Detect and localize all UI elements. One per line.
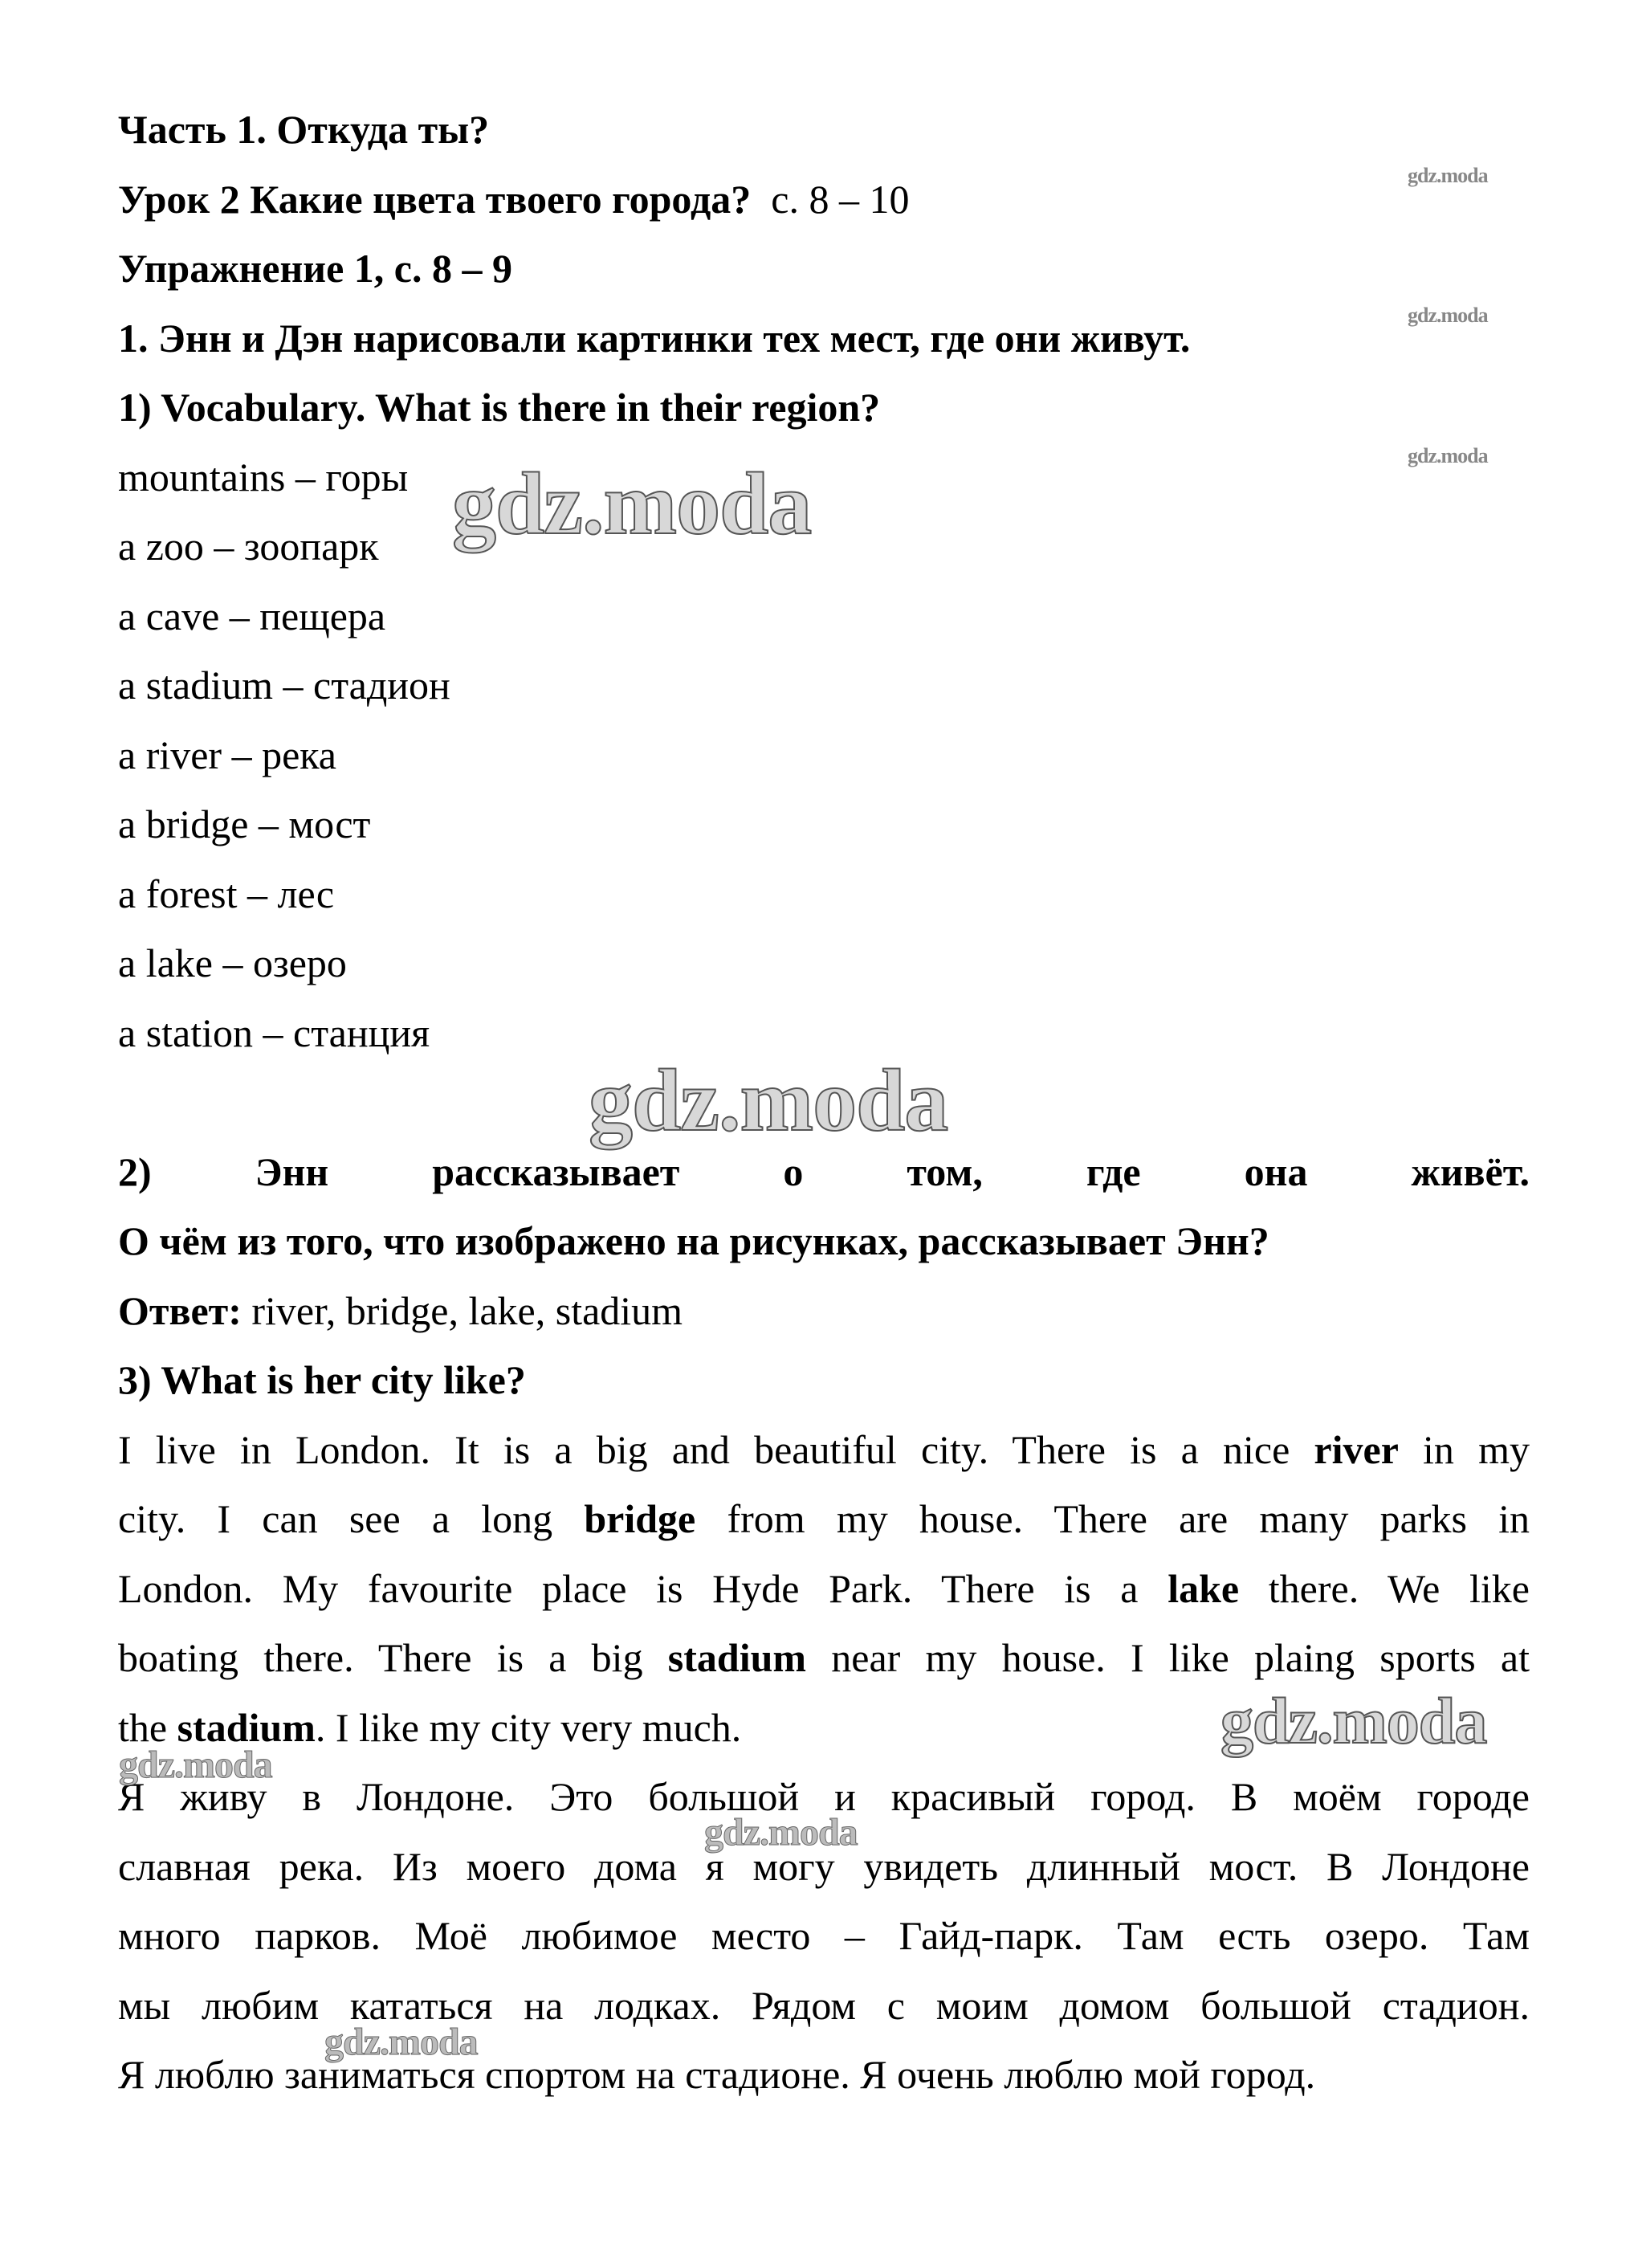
answer-text: river, bridge, lake, stadium xyxy=(241,1287,683,1333)
watermark-large: gdz.moda xyxy=(452,455,812,553)
text-segment: near my house. I like plaing sports at xyxy=(806,1635,1530,1680)
question-word: 2) xyxy=(118,1148,152,1194)
vocab-item: a forest – лес xyxy=(118,871,335,916)
lesson-title: Урок 2 Какие цвета твоего города? xyxy=(118,176,752,222)
vocab-item: a cave – пещера xyxy=(118,593,386,638)
text-segment: the xyxy=(118,1704,177,1750)
highlighted-word: river xyxy=(1314,1426,1399,1472)
vocab-item: a river – река xyxy=(118,732,336,777)
text-segment: I live in London. It is a big and beautiful city. There is a nice xyxy=(118,1426,1314,1472)
question-word: рассказывает xyxy=(432,1148,680,1194)
answer-line xyxy=(118,1276,1530,1346)
english-line xyxy=(118,1554,1530,1624)
text-segment: in my xyxy=(1398,1426,1530,1472)
question-word: она xyxy=(1244,1148,1308,1194)
russian-line: славная река. Из моего дома я могу увидеть длинный мост. В Лондоне xyxy=(118,1843,1530,1889)
text-segment: city. I can see a long xyxy=(118,1496,585,1541)
watermark-small: gdz.moda xyxy=(1408,164,1488,187)
watermark-medium: gdz.moda xyxy=(704,1811,858,1854)
russian-line: мы любим кататься на лодках. Рядом с моим домом большой стадион. xyxy=(118,1982,1530,2028)
highlighted-word: stadium xyxy=(177,1704,316,1750)
text-segment: from my house. There are many parks in xyxy=(695,1496,1530,1541)
lesson-heading xyxy=(118,165,1530,235)
watermark-large: gdz.moda xyxy=(1220,1684,1487,1757)
russian-line: много парков. Моё любимое место – Гайд-парк. Там есть озеро. Там xyxy=(118,1913,1530,1958)
question-word: о xyxy=(783,1148,804,1194)
watermark-large: gdz.moda xyxy=(589,1051,948,1149)
highlighted-word: stadium xyxy=(667,1635,807,1680)
text-segment: London. My favourite place is Hyde Park. There is a xyxy=(118,1565,1168,1611)
text-segment: boating there. There is a big xyxy=(118,1635,668,1680)
task-heading: 1. Энн и Дэн нарисовали картинки тех мест, где они живут. xyxy=(118,315,1191,361)
part-heading: Часть 1. Откуда ты? xyxy=(118,107,490,152)
watermark-medium: gdz.moda xyxy=(324,2021,478,2063)
question-word: живёт. xyxy=(1411,1148,1530,1194)
question-2-line-2: О чём из того, что изображено на рисунках, рассказывает Энн? xyxy=(118,1218,1269,1263)
watermark-small: gdz.moda xyxy=(1408,304,1488,327)
vocab-item: a lake – озеро xyxy=(118,940,347,985)
question-word: где xyxy=(1086,1148,1141,1194)
answer-label: Ответ: xyxy=(118,1287,242,1333)
english-line xyxy=(118,1484,1530,1554)
exercise-heading: Упражнение 1, с. 8 – 9 xyxy=(118,246,512,291)
vocab-item: a station – станция xyxy=(118,1010,430,1055)
watermark-small: gdz.moda xyxy=(1408,444,1488,467)
russian-line: Я живу в Лондоне. Это большой и красивый город. В моём городе xyxy=(118,1774,1530,1819)
vocab-list xyxy=(118,443,1530,1068)
watermark-medium: gdz.moda xyxy=(119,1744,272,1786)
lesson-pages: с. 8 – 10 xyxy=(751,176,910,222)
vocab-item: a zoo – зоопарк xyxy=(118,524,379,569)
highlighted-word: lake xyxy=(1167,1565,1240,1611)
vocab-item: mountains – горы xyxy=(118,454,409,500)
highlighted-word: bridge xyxy=(584,1496,696,1541)
vocab-item: a stadium – стадион xyxy=(118,663,450,708)
question-3-title: 3) What is her city like? xyxy=(118,1357,526,1402)
vocab-title: 1) Vocabulary. What is there in their region? xyxy=(118,385,881,430)
text-segment: . I like my city very much. xyxy=(315,1704,742,1750)
english-line xyxy=(118,1415,1530,1485)
question-word: Энн xyxy=(255,1148,329,1194)
russian-line: Я люблю заниматься спортом на стадионе. Я очень люблю мой город. xyxy=(118,2052,1316,2097)
text-segment: there. We like xyxy=(1239,1565,1530,1611)
vocab-item: a bridge – мост xyxy=(118,802,371,846)
question-word: том, xyxy=(907,1148,983,1194)
